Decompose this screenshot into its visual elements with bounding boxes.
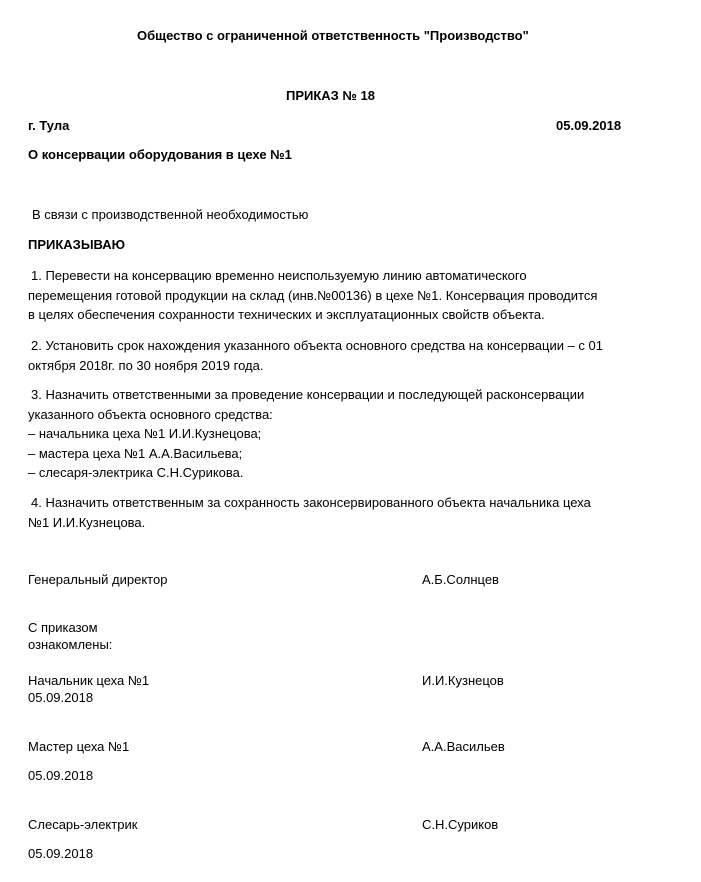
order-item-1 [28, 266, 638, 325]
acknowledged-label: С приказом [28, 620, 98, 635]
acknowledged-label: ознакомлены: [28, 637, 113, 652]
order-item-2-line: октября 2018г. по 30 ноября 2019 года. [28, 357, 264, 373]
employee-name: С.Н.Суриков [422, 817, 499, 832]
order-item-3-line: указанного объекта основного средства: [28, 406, 273, 422]
order-item-3-line: – начальника цеха №1 И.И.Кузнецова; [28, 426, 262, 441]
order-item-4-line: №1 И.И.Кузнецова. [28, 514, 146, 530]
preamble: В связи с производственной необходимостью [32, 207, 309, 222]
director-name: А.Б.Солнцев [422, 572, 499, 587]
employee-date: 05.09.2018 [28, 690, 94, 705]
employee-date: 05.09.2018 [28, 768, 94, 783]
employee-title: Мастер цеха №1 [28, 739, 130, 754]
order-item-3-line: 3. Назначить ответственными за проведение консервации и последующей расконсервации [31, 387, 585, 402]
organization-name: Общество с ограниченной ответственность "Производство" [137, 28, 529, 43]
employee-date: 05.09.2018 [28, 846, 94, 861]
employee-name: И.И.Кузнецов [422, 673, 504, 688]
order-item-4-line: 4. Назначить ответственным за сохранность законсервированного объекта начальника цеха [31, 495, 591, 510]
order-item-1-line: в целях обеспечения сохранности технических и эксплуатационных свойств объекта. [28, 307, 545, 322]
order-item-2-line: 2. Установить срок нахождения указанного объекта основного средства на консервации – с 01 [31, 338, 603, 353]
employee-name: А.А.Васильев [422, 739, 505, 754]
employee-title: Слесарь-электрик [28, 817, 138, 832]
order-item-4 [28, 493, 638, 532]
order-item-3-line: – слесаря-электрика С.Н.Сурикова. [28, 465, 244, 480]
order-item-3 [28, 385, 638, 483]
order-subject: О консервации оборудования в цехе №1 [28, 147, 292, 162]
order-date: 05.09.2018 [556, 118, 622, 133]
employee-title: Начальник цеха №1 [28, 673, 150, 688]
city: г. Тула [28, 118, 70, 133]
order-item-1-line: перемещения готовой продукции на склад (инв.№00136) в цехе №1. Консервация проводится [28, 287, 598, 303]
order-item-2 [28, 336, 638, 375]
order-word: ПРИКАЗЫВАЮ [28, 237, 126, 252]
order-title: ПРИКАЗ № 18 [286, 88, 376, 103]
director-title: Генеральный директор [28, 572, 168, 587]
order-item-3-line: – мастера цеха №1 А.А.Васильева; [28, 445, 243, 461]
order-item-1-line: 1. Перевести на консервацию временно неиспользуемую линию автоматического [31, 268, 527, 283]
